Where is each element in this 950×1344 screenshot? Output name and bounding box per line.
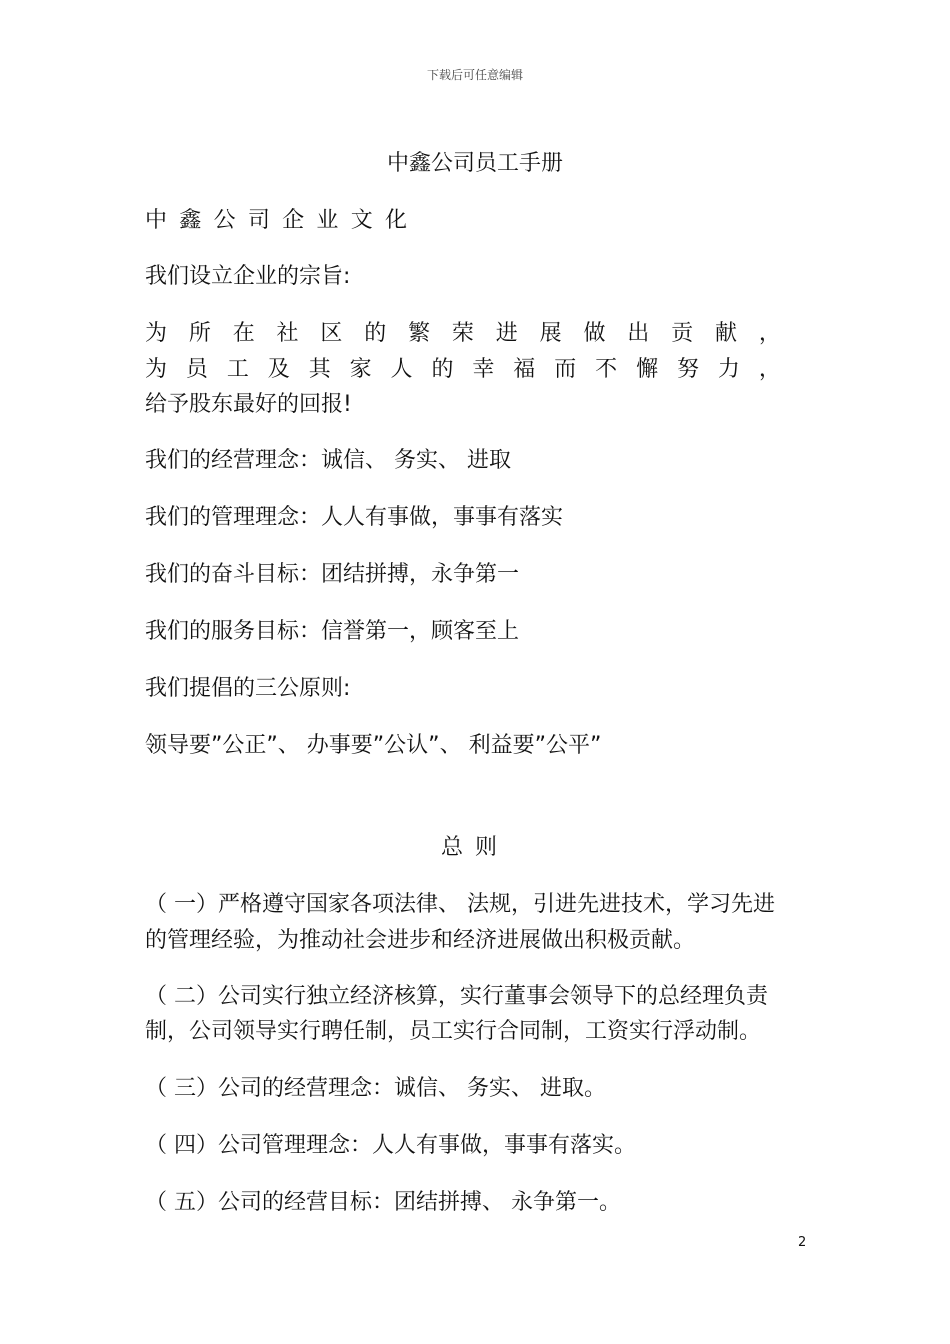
article-3: （ 三）公司的经营理念：诚信、 务实、 进取。 — [145, 1076, 606, 1101]
culture-heading: 中 鑫 公 司 企 业 文 化 — [145, 208, 407, 233]
article-1-line-2: 的管理经验，为推动社会进步和经济进展做出积极贡献。 — [145, 928, 696, 953]
statement-goal: 我们的奋斗目标：团结拼搏，永争第一 — [145, 562, 520, 587]
statement-management-philosophy: 我们的管理理念：人人有事做，事事有落实 — [145, 505, 564, 530]
purpose-line-1: 为 所 在 社 区 的 繁 荣 进 展 做 出 贡 献 ， — [145, 321, 781, 346]
purpose-line-3: 给予股东最好的回报! — [145, 392, 352, 417]
statement-business-philosophy: 我们的经营理念：诚信、 务实、 进取 — [145, 448, 511, 473]
purpose-line-2: 为 员 工 及 其 家 人 的 幸 福 而 不 懈 努 力 ， — [145, 357, 781, 382]
document-title: 中鑫公司员工手册 — [386, 151, 563, 176]
article-1-line-1: （ 一）严格遵守国家各项法律、 法规，引进先进技术，学习先进 — [145, 892, 775, 917]
article-2-line-2: 制，公司领导实行聘任制，员工实行合同制，工资实行浮动制。 — [145, 1019, 762, 1044]
page-header-note: 下载后可任意编辑 — [426, 68, 523, 82]
page-number: 2 — [798, 1235, 807, 1250]
statement-service-goal: 我们的服务目标：信誉第一，顾客至上 — [145, 619, 520, 644]
statement-principles-label: 我们提倡的三公原则: — [145, 676, 351, 701]
article-5: （ 五）公司的经营目标：团结拼搏、 永争第一。 — [145, 1190, 621, 1215]
purpose-label: 我们设立企业的宗旨: — [145, 264, 351, 289]
section-title: 总则 — [440, 835, 509, 860]
article-4: （ 四）公司管理理念：人人有事做，事事有落实。 — [145, 1133, 636, 1158]
article-2-line-1: （ 二）公司实行独立经济核算，实行董事会领导下的总经理负责 — [145, 984, 768, 1009]
statement-principles: 领导要”公正”、 办事要”公认”、 利益要”公平” — [145, 733, 602, 758]
